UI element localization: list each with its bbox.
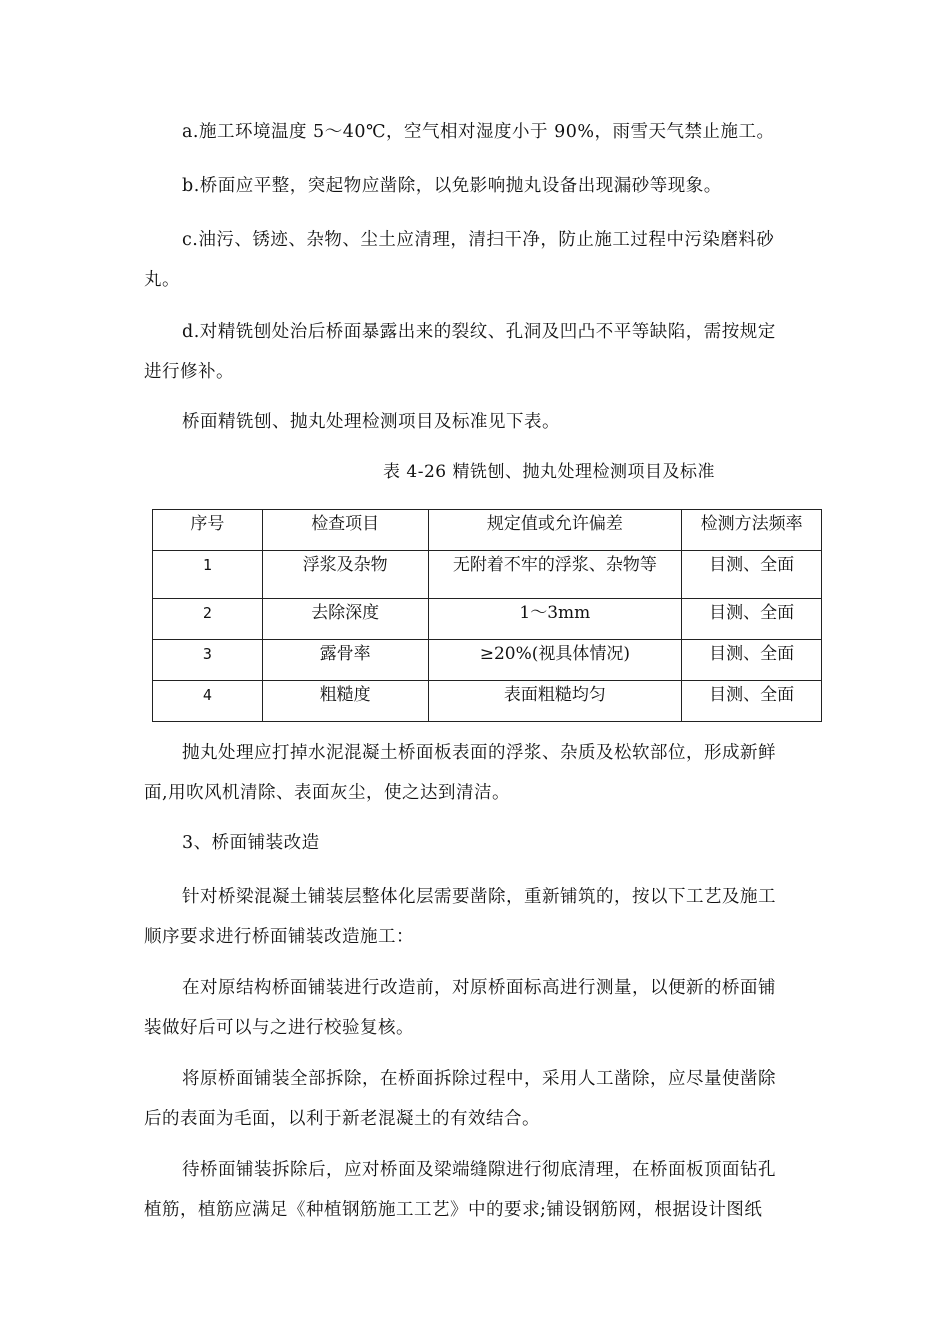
- paragraph-c: [144, 220, 806, 300]
- cell-index: 3: [153, 640, 263, 681]
- paragraph-after-table-line2: 面,用吹风机清除、表面灰尘，使之达到清洁。: [144, 783, 511, 803]
- paragraph-c-line1: c.油污、锈迹、杂物、尘土应清理，清扫干净，防止施工过程中污染磨料砂: [182, 230, 775, 250]
- cell-method: 目测、全面: [682, 681, 822, 722]
- table-intro: [144, 402, 844, 442]
- paragraph-3-line2: 后的表面为毛面，以利于新老混凝土的有效结合。: [144, 1109, 540, 1129]
- header-index: 序号: [153, 510, 263, 551]
- section-3-heading: [144, 823, 844, 863]
- paragraph-a-text: a.施工环境温度 5～40℃，空气相对湿度小于 90%，雨雪天气禁止施工。: [182, 122, 775, 142]
- header-method: 检测方法频率: [682, 510, 822, 551]
- cell-method: 目测、全面: [682, 551, 822, 599]
- cell-method: 目测、全面: [682, 640, 822, 681]
- table-header-row: [153, 510, 822, 551]
- table-row: [153, 599, 822, 640]
- paragraph-4: [144, 1150, 806, 1230]
- paragraph-d: [144, 312, 806, 392]
- paragraph-2-line2: 装做好后可以与之进行校验复核。: [144, 1018, 414, 1038]
- paragraph-c-line2: 丸。: [144, 270, 180, 290]
- cell-item: 去除深度: [262, 599, 428, 640]
- paragraph-1-line2: 顺序要求进行桥面铺装改造施工：: [144, 927, 414, 947]
- header-item: 检查项目: [262, 510, 428, 551]
- table-row: [153, 681, 822, 722]
- cell-item: 露骨率: [262, 640, 428, 681]
- paragraph-b: [144, 166, 844, 206]
- paragraph-a: [144, 112, 844, 152]
- cell-index: 1: [153, 551, 263, 599]
- paragraph-2: [144, 968, 806, 1048]
- cell-index: 2: [153, 599, 263, 640]
- paragraph-b-text: b.桥面应平整，突起物应凿除，以免影响抛丸设备出现漏砂等现象。: [182, 176, 722, 196]
- paragraph-d-line1: d.对精铣刨处治后桥面暴露出来的裂纹、孔洞及凹凸不平等缺陷，需按规定: [182, 322, 776, 342]
- paragraph-2-line1: 在对原结构桥面铺装进行改造前，对原桥面标高进行测量，以便新的桥面铺: [182, 978, 776, 998]
- cell-standard: 1～3mm: [428, 599, 682, 640]
- cell-standard: 无附着不牢的浮浆、杂物等: [428, 551, 682, 599]
- table-row: [153, 551, 822, 599]
- header-standard: 规定值或允许偏差: [428, 510, 682, 551]
- inspection-table: [152, 509, 822, 722]
- section-3-heading-text: 3、桥面铺装改造: [182, 833, 320, 853]
- cell-item: 粗糙度: [262, 681, 428, 722]
- cell-standard: ≥20%(视具体情况): [428, 640, 682, 681]
- table-row: [153, 640, 822, 681]
- paragraph-1-line1: 针对桥梁混凝土铺装层整体化层需要凿除，重新铺筑的，按以下工艺及施工: [182, 887, 776, 907]
- paragraph-d-line2: 进行修补。: [144, 362, 234, 382]
- paragraph-after-table-line1: 抛丸处理应打掉水泥混凝土桥面板表面的浮浆、杂质及松软部位，形成新鲜: [182, 743, 776, 763]
- table-intro-text: 桥面精铣刨、抛丸处理检测项目及标准见下表。: [182, 412, 560, 432]
- table-caption: 表 4-26 精铣刨、抛丸处理检测项目及标准: [383, 462, 715, 482]
- cell-standard: 表面粗糙均匀: [428, 681, 682, 722]
- cell-index: 4: [153, 681, 263, 722]
- paragraph-3: [144, 1059, 806, 1139]
- paragraph-4-line1: 待桥面铺装拆除后，应对桥面及梁端缝隙进行彻底清理，在桥面板顶面钻孔: [182, 1160, 776, 1180]
- paragraph-4-line2: 植筋，植筋应满足《种植钢筋施工工艺》中的要求;铺设钢筋网，根据设计图纸: [144, 1200, 763, 1220]
- paragraph-3-line1: 将原桥面铺装全部拆除，在桥面拆除过程中，采用人工凿除，应尽量使凿除: [182, 1069, 776, 1089]
- paragraph-after-table: [144, 733, 806, 813]
- cell-item: 浮浆及杂物: [262, 551, 428, 599]
- paragraph-1: [144, 877, 806, 957]
- cell-method: 目测、全面: [682, 599, 822, 640]
